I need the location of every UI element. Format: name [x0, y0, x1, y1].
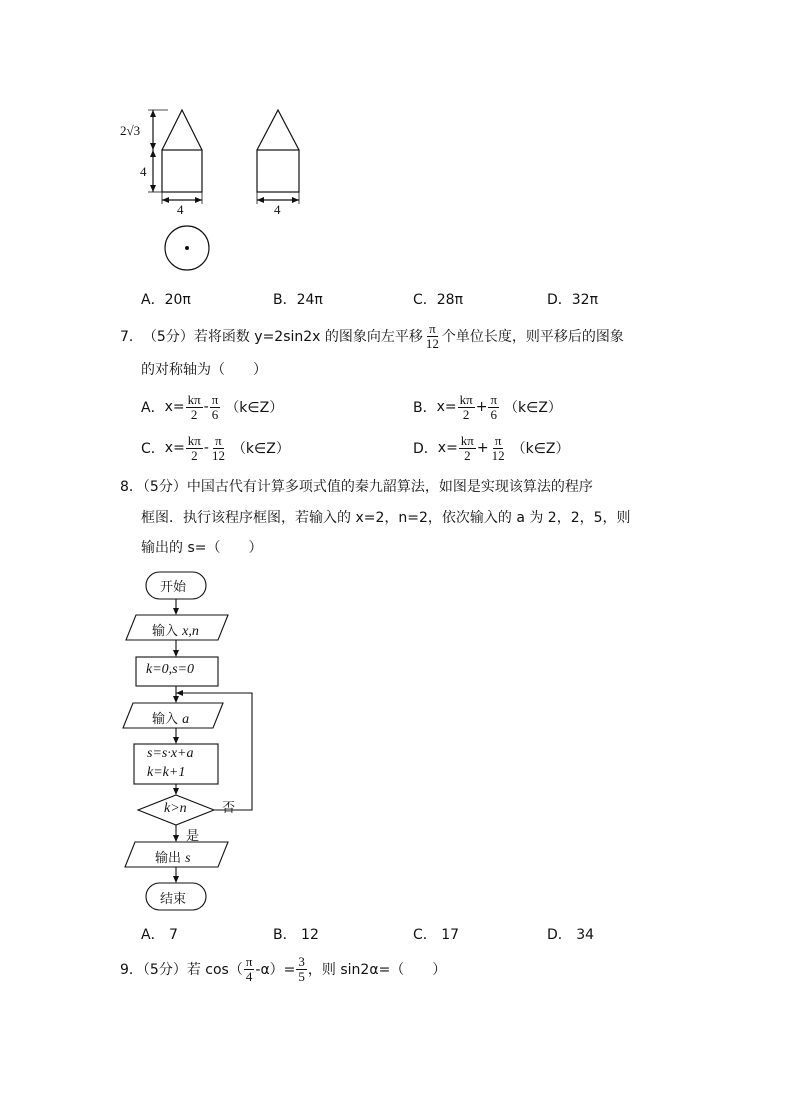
front-view-body	[162, 150, 202, 192]
q7-stem-line1	[120, 318, 624, 354]
fraction-numerator: 3	[298, 953, 305, 969]
dim-width-left: 4	[177, 202, 184, 217]
q7-option-c[interactable]	[141, 429, 290, 467]
option-prefix: x=	[164, 440, 185, 456]
q8-choice-c[interactable]: C． 17	[413, 927, 460, 943]
option-label: A．	[141, 400, 165, 416]
option-prefix: x=	[437, 440, 458, 456]
q9-mid: -α）=	[255, 962, 296, 978]
top-view-center-dot	[185, 246, 189, 250]
option-operator: +	[475, 399, 488, 415]
q7-number: 7．	[120, 329, 143, 345]
q7-option-d[interactable]	[413, 429, 570, 467]
option-operator: +	[476, 440, 489, 456]
flow-start-text: 开始	[160, 580, 187, 595]
q8-stem-line1: 8．（5分）中国古代有计算多项式值的秦九韶算法，如图是实现该算法的程序	[120, 479, 593, 495]
q7-text-before: 若将函数 y=2sin2x 的图象向左平移	[193, 329, 423, 345]
q8-choice-a[interactable]: A． 7	[141, 927, 178, 943]
fraction-numerator: π	[429, 320, 436, 336]
option-suffix: （k∈Z）	[225, 400, 284, 416]
q7-option-a[interactable]	[141, 388, 283, 426]
flow-output-var: s	[185, 851, 191, 866]
option-fraction-1	[459, 434, 476, 463]
flow-input-xn-text	[152, 620, 199, 640]
flow-update-line1: s=s·x+a	[147, 746, 194, 761]
option-operator: -	[203, 399, 209, 415]
fraction-denominator: 4	[245, 968, 253, 984]
option-fraction-2	[488, 393, 499, 422]
fraction-numerator: kπ	[187, 391, 201, 407]
flow-input-a-var: a	[182, 712, 190, 727]
dim-height-top: 2√3	[120, 123, 141, 138]
q9-suffix: ，则 sin2α=（ ）	[307, 962, 447, 978]
flow-input-a-label: 输入	[152, 712, 179, 727]
fraction-denominator: 5	[298, 968, 305, 984]
fraction-denominator: 6	[490, 406, 497, 422]
q8-choice-d[interactable]: D． 34	[547, 927, 595, 943]
option-fraction-1	[186, 434, 203, 463]
fraction-numerator: π	[245, 953, 253, 969]
fraction-numerator: π	[211, 391, 219, 407]
q6-choice-b[interactable]: B．24π	[273, 292, 323, 308]
q6-choice-d[interactable]: D．32π	[547, 292, 599, 308]
fraction-numerator: kπ	[460, 432, 474, 448]
side-view-roof	[257, 110, 299, 150]
option-operator: -	[203, 440, 209, 456]
q6-choice-a[interactable]: A．20π	[141, 292, 191, 308]
flow-input-a-text	[152, 708, 189, 728]
flow-end-text: 结束	[160, 892, 187, 907]
fraction-numerator: π	[215, 432, 222, 448]
option-label: B．	[413, 400, 437, 416]
q8-stem-line3: 输出的 s=（ ）	[141, 540, 263, 556]
option-prefix: x=	[164, 399, 185, 415]
fraction-denominator: 12	[211, 447, 225, 463]
option-label: C．	[141, 441, 165, 457]
flow-init-text: k=0,s=0	[146, 662, 195, 677]
fraction-numerator: kπ	[187, 432, 201, 448]
q9-stem	[120, 950, 446, 988]
flow-output-text	[155, 847, 191, 867]
flow-output-label: 输出	[155, 851, 182, 866]
flow-input-xn-label: 输入	[152, 624, 179, 639]
q9-prefix: 9．（5分）若 cos（	[120, 962, 243, 978]
q7-score: （5分）	[142, 329, 194, 345]
option-fraction-2	[210, 434, 227, 463]
q7-option-b[interactable]	[413, 388, 562, 426]
q6-choice-c[interactable]: C．28π	[413, 292, 464, 308]
dim-height-mid: 4	[140, 164, 147, 179]
option-label: D．	[413, 441, 438, 457]
q9-fraction-pi-over-4	[244, 955, 255, 984]
fraction-denominator: 2	[462, 406, 470, 422]
q8-choice-b[interactable]: B． 12	[273, 927, 319, 943]
fraction-numerator: π	[494, 432, 502, 448]
flowchart	[120, 565, 270, 915]
option-suffix: （k∈Z）	[504, 400, 562, 416]
option-fraction-1	[458, 393, 475, 422]
option-suffix: （k∈Z）	[511, 441, 570, 457]
q9-fraction-3-over-5	[296, 955, 307, 984]
fraction-denominator: 6	[211, 406, 219, 422]
option-suffix: （k∈Z）	[231, 441, 290, 457]
flow-update-line2: k=k+1	[147, 765, 186, 780]
option-fraction-2	[210, 393, 221, 422]
q7-text-after: 个单位长度，则平移后的图象	[441, 329, 624, 345]
fraction-denominator: 12	[425, 335, 439, 351]
three-view-figure	[110, 100, 320, 285]
fraction-denominator: 2	[190, 406, 198, 422]
q8-stem-line2: 框图．执行该程序框图，若输入的 x=2，n=2，依次输入的 a 为 2，2，5，则	[141, 510, 631, 526]
dim-width-right: 4	[274, 202, 281, 217]
option-fraction-1	[186, 393, 203, 422]
front-view-roof	[162, 110, 202, 150]
fraction-denominator: 12	[491, 447, 505, 463]
q7-stem-line2: 的对称轴为（ ）	[141, 362, 267, 378]
option-prefix: x=	[436, 399, 457, 415]
q7-shift-fraction	[424, 322, 441, 351]
flow-no-label: 否	[222, 801, 236, 816]
option-fraction-2	[490, 434, 507, 463]
fraction-denominator: 2	[191, 447, 198, 463]
flow-yes-label: 是	[186, 829, 200, 844]
fraction-numerator: π	[490, 391, 498, 407]
fraction-numerator: kπ	[459, 391, 473, 407]
flow-condition-text: k>n	[164, 801, 187, 816]
fraction-denominator: 2	[464, 447, 471, 463]
side-view-body	[257, 150, 299, 192]
flow-input-xn-var: x,n	[182, 624, 199, 639]
